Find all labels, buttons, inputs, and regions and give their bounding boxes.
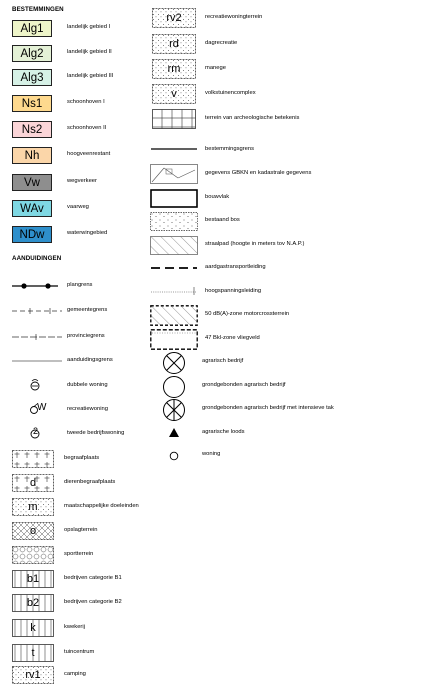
pattern-code-sportterrein	[12, 546, 54, 564]
zone-swatch-alg1: Alg1	[12, 20, 52, 37]
label-rm: manege	[205, 65, 226, 71]
tweede-bedrijfswoning-icon	[29, 426, 43, 440]
pattern-code-b2: b2	[26, 597, 40, 609]
pattern-code-opslagterrein: o	[29, 525, 37, 537]
pattern-v	[152, 84, 196, 104]
zone-label-wav: vaarweg	[67, 204, 89, 210]
zone-swatch-alg3: Alg3	[12, 69, 52, 86]
label-tuincentrum: tuincentrum	[64, 649, 95, 655]
bestemmingsgrens-line-icon	[150, 146, 198, 152]
pattern-code-dierenbegraafplaats: d	[29, 477, 37, 489]
plangrens-line-icon	[10, 280, 60, 292]
straalpad-icon	[150, 236, 198, 255]
pattern-camping	[12, 666, 54, 684]
label-kwekerij: kwekerij	[64, 624, 85, 630]
woning-icon	[169, 451, 179, 461]
zone-swatch-ns2: Ns2	[12, 121, 52, 138]
bestaand-bos-icon	[150, 212, 198, 231]
label-archeologie: terrein van archeologische betekenis	[205, 115, 300, 121]
label-grondgebonden: grondgebonden agrarisch bedrijf	[202, 382, 286, 388]
zone-swatch-vw: Vw	[12, 174, 52, 191]
label-bestemmingsgrens: bestemmingsgrens	[205, 146, 254, 152]
dubbele-woning-icon	[29, 378, 41, 392]
pattern-begraafplaats	[12, 450, 54, 468]
label-loods: agrarische loods	[202, 429, 245, 435]
zone-swatch-alg2: Alg2	[12, 45, 52, 62]
provinciegrens-line-icon	[10, 331, 64, 343]
zone-label-nh: hoogveenrestant	[67, 151, 111, 157]
zone-swatch-ndw: NDw	[12, 226, 52, 243]
label-agrarisch-bedrijf: agrarisch bedrijf	[202, 358, 244, 364]
zone-label-vw: wegverkeer	[67, 178, 97, 184]
agrarisch-bedrijf-icon	[162, 351, 186, 375]
label-aardgas: aardgastransportleiding	[205, 264, 266, 270]
pattern-code-tuincentrum: t	[31, 647, 35, 659]
label-v: volkstuinencomplex	[205, 90, 256, 96]
pattern-code-b1: b1	[26, 573, 40, 585]
gemeentegrens-line-icon	[10, 305, 64, 317]
zone-label-ns1: schoonhoven I	[67, 99, 105, 105]
label-bestaand-bos: bestaand bos	[205, 217, 240, 223]
pattern-kwekerij	[12, 619, 54, 637]
label-camping: camping	[64, 671, 86, 677]
pattern-rd	[152, 34, 196, 54]
label-sportterrein: sportterrein	[64, 551, 94, 557]
bouwvlak-icon	[150, 189, 198, 208]
recreatiewoning-icon	[29, 403, 51, 415]
label-rd: dagrecreatie	[205, 40, 238, 46]
label-dubbele-woning: dubbele woning	[67, 382, 108, 388]
vliegveld-icon	[150, 329, 198, 350]
pattern-code-v: v	[171, 88, 177, 100]
label-recreatiewoning: recreatiewoning	[67, 406, 108, 412]
pattern-b2	[12, 594, 54, 612]
pattern-archeologie	[152, 109, 196, 129]
pattern-sportterrein	[12, 546, 54, 564]
pattern-code-maatschappelijk: m	[28, 501, 38, 513]
zone-swatch-wav: WAv	[12, 200, 52, 217]
zone-label-ns2: schoonhoven II	[67, 125, 107, 131]
pattern-code-rd: rd	[169, 38, 179, 50]
label-aanduidingsgrens: aanduidingsgrens	[67, 357, 113, 363]
label-rv2: recreatiewoningterrein	[205, 14, 263, 20]
label-intensieve-tak: grondgebonden agrarisch bedrijf met intensieve tak	[202, 405, 334, 411]
pattern-code-rm: rm	[167, 63, 181, 75]
label-gemeentegrens: gemeentegrens	[67, 307, 108, 313]
pattern-rv2	[152, 8, 196, 28]
zone-label-ndw: waterwingebied	[67, 230, 108, 236]
aardgas-line-icon	[150, 265, 198, 271]
label-maatschappelijk: maatschappelijke doeleinden	[64, 503, 139, 509]
grondgebonden-icon	[162, 375, 186, 399]
label-b1: bedrijven categorie B1	[64, 575, 122, 581]
pattern-rm	[152, 59, 196, 79]
label-woning: woning	[202, 451, 221, 457]
pattern-opslagterrein	[12, 522, 54, 540]
recreatiewoning-glyph: W	[37, 402, 47, 413]
pattern-code-archeologie	[152, 109, 196, 129]
zone-swatch-ns1: Ns1	[12, 95, 52, 112]
zone-swatch-nh: Nh	[12, 147, 52, 164]
label-hoogspanning: hoogspanningsleiding	[205, 288, 262, 294]
pattern-code-kwekerij: k	[30, 622, 36, 634]
pattern-code-camping: rv1	[25, 669, 41, 681]
pattern-code-begraafplaats	[12, 450, 54, 468]
pattern-dierenbegraafplaats	[12, 474, 54, 492]
pattern-maatschappelijk	[12, 498, 54, 516]
zone-label-alg2: landelijk gebied II	[67, 49, 112, 55]
label-provinciegrens: provinciegrens	[67, 333, 105, 339]
intensieve-tak-icon	[162, 398, 186, 422]
label-begraafplaats: begraafplaats	[64, 455, 100, 461]
heading-aanduidingen: AANDUIDINGEN	[12, 255, 62, 262]
tweede-bedrijfswoning-glyph: 2	[33, 426, 39, 436]
loods-triangle-icon	[168, 427, 180, 438]
hoogspanning-line-icon	[150, 286, 198, 296]
label-gbkn: gegevens GBKN en kadastrale gegevens	[205, 170, 312, 176]
label-vliegveld: 47 Bkl-zone vliegveld	[205, 335, 260, 341]
pattern-b1	[12, 570, 54, 588]
label-dierenbegraafplaats: dierenbegraafplaats	[64, 479, 116, 485]
label-b2: bedrijven categorie B2	[64, 599, 122, 605]
zone-label-alg3: landelijk gebied III	[67, 73, 114, 79]
pattern-code-rv2: rv2	[166, 12, 182, 24]
label-tweede-bedrijfswoning: tweede bedrijfswoning	[67, 430, 125, 436]
aanduidingsgrens-line-icon	[10, 356, 64, 366]
label-plangrens: plangrens	[67, 282, 93, 288]
motorcross-icon	[150, 305, 198, 326]
label-opslagterrein: opslagterrein	[64, 527, 98, 533]
label-straalpad: straalpad (hoogte in meters tov N.A.P.)	[205, 241, 305, 247]
pattern-tuincentrum	[12, 644, 54, 662]
label-bouwvlak: bouwvlak	[205, 194, 230, 200]
heading-bestemmingen: BESTEMMINGEN	[12, 6, 64, 13]
label-motorcross: 50 dB(A)-zone motorcrossterrein	[205, 311, 290, 317]
gbkn-icon	[150, 164, 198, 184]
zone-label-alg1: landelijk gebied I	[67, 24, 111, 30]
